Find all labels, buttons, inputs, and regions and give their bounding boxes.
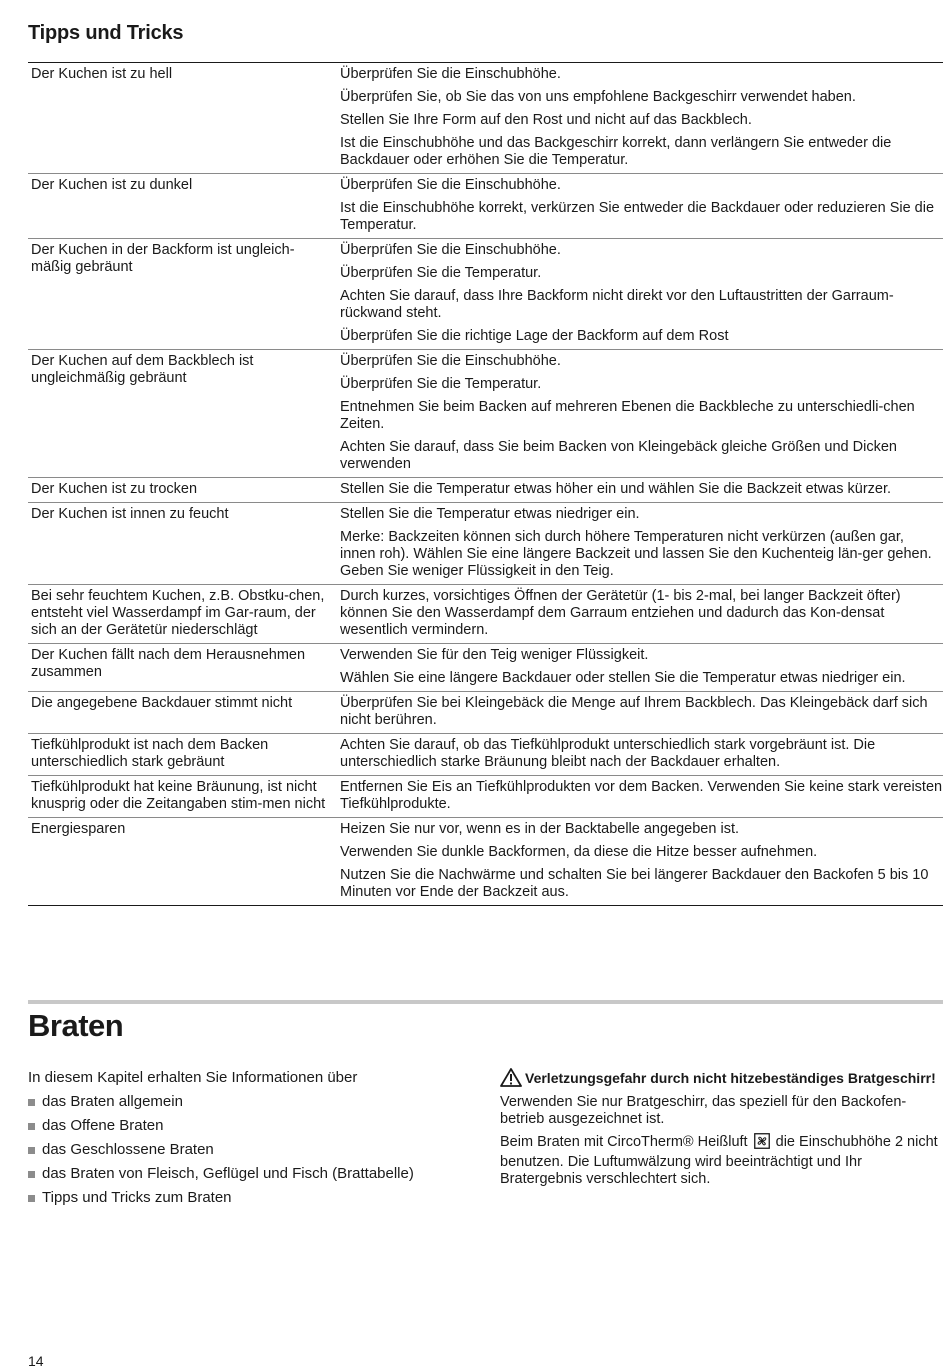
list-item-text: das Geschlossene Braten bbox=[42, 1141, 214, 1158]
remedy-text: Achten Sie darauf, ob das Tiefkühlprodukt unterschiedlich stark vorgebräunt ist. Die unterschiedlich starke Bräunung bleibt nach der Backdauer erhalten. bbox=[340, 737, 876, 770]
remedy-text: Überprüfen Sie, ob Sie das von uns empfohlene Backgeschirr verwendet haben. bbox=[340, 89, 856, 105]
remedy-cell bbox=[337, 692, 943, 734]
tips-table-body bbox=[28, 63, 943, 906]
remedy-text: Entfernen Sie Eis an Tiefkühlprodukten vor dem Backen. Verwenden Sie keine stark vereisten Tiefkühlprodukte. bbox=[340, 779, 943, 812]
table-row bbox=[28, 503, 943, 585]
remedy-cell bbox=[337, 818, 943, 906]
list-item-text: Tipps und Tricks zum Braten bbox=[42, 1189, 232, 1206]
problem-cell: Energiesparen bbox=[31, 821, 126, 837]
remedy-cell bbox=[337, 734, 943, 776]
bullet-square-icon bbox=[28, 1195, 35, 1202]
problem-cell: Bei sehr feuchtem Kuchen, z.B. Obstku-chen, entsteht viel Wasserdampf im Gar-raum, der sich an der Gerätetür niederschlägt bbox=[28, 585, 337, 644]
remedy-text: Ist die Einschubhöhe und das Backgeschirr korrekt, dann verlängern Sie entweder die Backdauer oder erhöhen Sie die Temperatur. bbox=[340, 135, 892, 168]
remedy-cell bbox=[337, 478, 943, 503]
remedy-text: Überprüfen Sie die Temperatur. bbox=[340, 265, 542, 281]
bullet-square-icon bbox=[28, 1099, 35, 1106]
tips-title: Tipps und Tricks bbox=[28, 22, 184, 44]
remedy-cell bbox=[337, 776, 943, 818]
intro-text: In diesem Kapitel erhalten Sie Informationen über bbox=[28, 1069, 358, 1086]
remedy-text: Stellen Sie Ihre Form auf den Rost und nicht auf das Backblech. bbox=[340, 112, 752, 128]
warning-heading bbox=[500, 1068, 945, 1091]
bullet-square-icon bbox=[28, 1147, 35, 1154]
remedy-text: Durch kurzes, vorsichtiges Öffnen der Gerätetür (1- bis 2-mal, bei langer Backzeit öfter) können Sie den Wasserdampf dem Garraum entziehen und dadurch das Kon-densat wesentlich vermindern. bbox=[340, 588, 901, 638]
problem-cell: Der Kuchen ist zu hell bbox=[28, 63, 337, 174]
bullet-square-icon bbox=[28, 1171, 35, 1178]
warning-text-2 bbox=[500, 1133, 945, 1188]
remedy-text: Nutzen Sie die Nachwärme und schalten Sie bei längerer Backdauer den Backofen 5 bis 10 Minuten vor Ende der Backzeit aus. bbox=[340, 867, 929, 900]
table-row bbox=[28, 692, 943, 734]
remedy-text: Überprüfen Sie bei Kleingebäck die Menge auf Ihrem Backblech. Das Kleingebäck darf sich nicht berühren. bbox=[340, 695, 928, 728]
table-row bbox=[28, 644, 943, 692]
remedy-text: Stellen Sie die Temperatur etwas höher ein und wählen Sie die Backzeit etwas kürzer. bbox=[340, 481, 892, 497]
list-item-text: das Offene Braten bbox=[42, 1117, 164, 1134]
list-item bbox=[28, 1138, 478, 1162]
remedy-text: Überprüfen Sie die Einschubhöhe. bbox=[340, 353, 561, 369]
problem-cell: Der Kuchen ist innen zu feucht bbox=[28, 503, 337, 585]
problem-cell: Der Kuchen ist zu dunkel bbox=[28, 174, 337, 239]
table-row bbox=[28, 585, 943, 644]
braten-intro bbox=[28, 1066, 478, 1210]
remedy-text: Wählen Sie eine längere Backdauer oder stellen Sie die Temperatur etwas niedriger ein. bbox=[340, 670, 906, 686]
circotherm-fan-icon bbox=[754, 1133, 770, 1154]
tips-table bbox=[28, 62, 943, 906]
remedy-cell bbox=[337, 174, 943, 239]
list-item-text: das Braten von Fleisch, Geflügel und Fisch (Brattabelle) bbox=[42, 1165, 414, 1182]
problem-cell: Tiefkühlprodukt ist nach dem Backen unterschiedlich stark gebräunt bbox=[28, 734, 337, 776]
remedy-text: Überprüfen Sie die Einschubhöhe. bbox=[340, 66, 561, 82]
remedy-cell bbox=[337, 63, 943, 174]
warning-heading-text: Verletzungsgefahr durch nicht hitzebeständiges Bratgeschirr! bbox=[525, 1070, 936, 1086]
remedy-text: Merke: Backzeiten können sich durch höhere Temperaturen nicht verkürzen (außen gar, innen roh). Wählen Sie eine längere Backzeit und lassen Sie den Kuchenteig län-ger gehen. Geben Sie weniger Flüssigkeit in den Teig. bbox=[340, 529, 932, 579]
problem-cell: Die angegebene Backdauer stimmt nicht bbox=[28, 692, 337, 734]
table-row bbox=[28, 818, 943, 906]
remedy-text: Überprüfen Sie die richtige Lage der Backform auf dem Rost bbox=[340, 328, 729, 344]
section-title-braten: Braten bbox=[28, 1008, 124, 1043]
table-row bbox=[28, 478, 943, 503]
remedy-cell bbox=[337, 239, 943, 350]
page-number: 14 bbox=[28, 1353, 44, 1369]
remedy-text: Entnehmen Sie beim Backen auf mehreren Ebenen die Backbleche zu unterschiedli-chen Zeiten. bbox=[340, 399, 915, 432]
warning-box bbox=[500, 1068, 945, 1193]
table-row bbox=[28, 776, 943, 818]
remedy-cell bbox=[337, 585, 943, 644]
topic-list bbox=[28, 1090, 478, 1210]
list-item bbox=[28, 1090, 478, 1114]
remedy-text: Stellen Sie die Temperatur etwas niedriger ein. bbox=[340, 506, 640, 522]
list-item-text: das Braten allgemein bbox=[42, 1093, 183, 1110]
table-row bbox=[28, 174, 943, 239]
bullet-square-icon bbox=[28, 1123, 35, 1130]
remedy-text: Überprüfen Sie die Temperatur. bbox=[340, 376, 542, 392]
remedy-text: Verwenden Sie dunkle Backformen, da diese die Hitze besser aufnehmen. bbox=[340, 844, 818, 860]
remedy-text: Überprüfen Sie die Einschubhöhe. bbox=[340, 177, 561, 193]
section-divider bbox=[28, 1000, 943, 1004]
warning-text-2-end: die Einschubhöhe 2 nicht benutzen. Die Luftumwälzung wird beeinträchtigt und Ihr Bratergebnis verschlechtert sich. bbox=[500, 1134, 938, 1187]
table-row bbox=[28, 350, 943, 478]
remedy-text: Achten Sie darauf, dass Sie beim Backen von Kleingebäck gleiche Größen und Dicken verwenden bbox=[340, 439, 897, 472]
remedy-text: Heizen Sie nur vor, wenn es in der Backtabelle angegeben ist. bbox=[340, 821, 739, 837]
problem-cell: Der Kuchen ist zu trocken bbox=[28, 478, 337, 503]
remedy-cell bbox=[337, 644, 943, 692]
list-item bbox=[28, 1186, 478, 1210]
remedy-text: Verwenden Sie für den Teig weniger Flüssigkeit. bbox=[340, 647, 649, 663]
remedy-text: Achten Sie darauf, dass Ihre Backform nicht direkt vor den Luftaustritten der Garraum-rückwand steht. bbox=[340, 288, 894, 321]
warning-text-2-start: Beim Braten mit CircoTherm® Heißluft bbox=[500, 1134, 748, 1150]
remedy-text: Ist die Einschubhöhe korrekt, verkürzen Sie entweder die Backdauer oder reduzieren Sie die Temperatur. bbox=[340, 200, 935, 233]
remedy-text: Überprüfen Sie die Einschubhöhe. bbox=[340, 242, 561, 258]
problem-cell: Tiefkühlprodukt hat keine Bräunung, ist nicht knusprig oder die Zeitangaben stim-men nicht bbox=[28, 776, 337, 818]
list-item bbox=[28, 1114, 478, 1138]
problem-cell: Der Kuchen in der Backform ist ungleich-mäßig gebräunt bbox=[28, 239, 337, 350]
table-row bbox=[28, 734, 943, 776]
table-row bbox=[28, 63, 943, 174]
problem-cell: Der Kuchen auf dem Backblech ist ungleichmäßig gebräunt bbox=[28, 350, 337, 478]
remedy-cell bbox=[337, 350, 943, 478]
list-item bbox=[28, 1162, 478, 1186]
remedy-cell bbox=[337, 503, 943, 585]
problem-cell: Der Kuchen fällt nach dem Herausnehmen zusammen bbox=[28, 644, 337, 692]
warning-text-1: Verwenden Sie nur Bratgeschirr, das speziell für den Backofen-betrieb ausgezeichnet ist. bbox=[500, 1094, 907, 1127]
table-row bbox=[28, 239, 943, 350]
warning-triangle-icon bbox=[500, 1068, 522, 1091]
